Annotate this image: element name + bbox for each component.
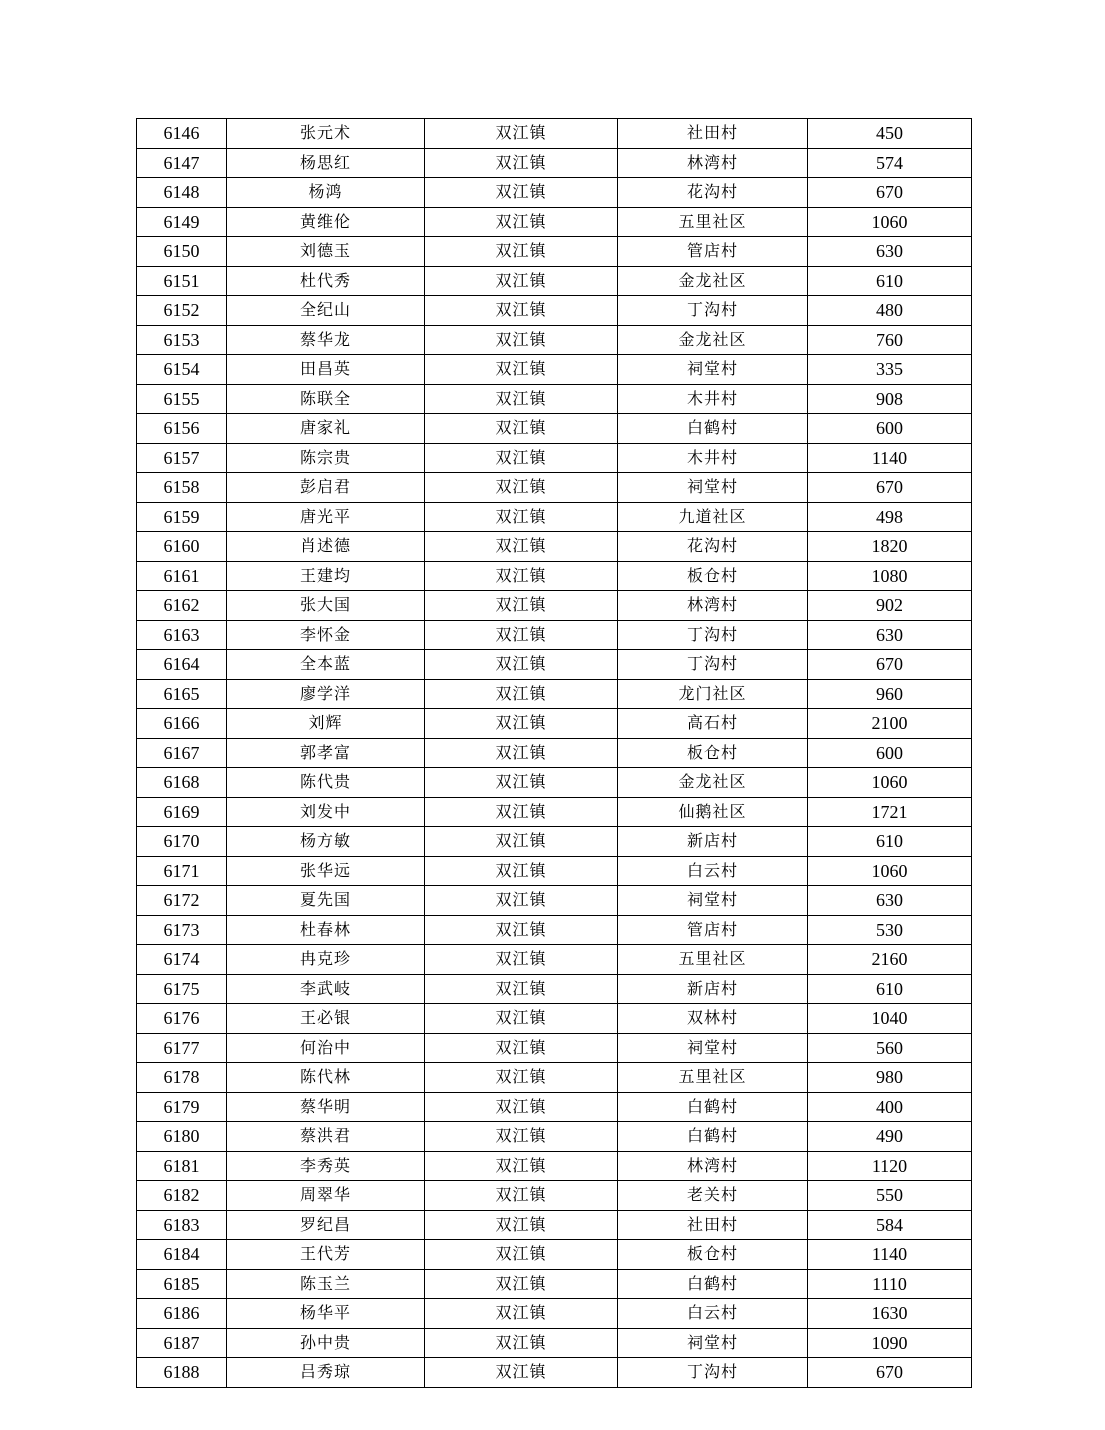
cell-town: 双江镇 bbox=[425, 1358, 618, 1388]
cell-name: 陈代林 bbox=[227, 1063, 425, 1093]
subsidy-table bbox=[136, 118, 972, 1388]
cell-amount: 550 bbox=[808, 1181, 972, 1211]
cell-amount: 670 bbox=[808, 650, 972, 680]
cell-village: 金龙社区 bbox=[618, 768, 808, 798]
table-row bbox=[137, 650, 972, 680]
cell-village: 五里社区 bbox=[618, 945, 808, 975]
cell-id: 6153 bbox=[137, 325, 227, 355]
table-row bbox=[137, 1004, 972, 1034]
table-row bbox=[137, 561, 972, 591]
cell-village: 社田村 bbox=[618, 1210, 808, 1240]
cell-village: 祠堂村 bbox=[618, 473, 808, 503]
cell-amount: 1120 bbox=[808, 1151, 972, 1181]
cell-id: 6155 bbox=[137, 384, 227, 414]
cell-name: 陈宗贵 bbox=[227, 443, 425, 473]
cell-amount: 2100 bbox=[808, 709, 972, 739]
cell-id: 6187 bbox=[137, 1328, 227, 1358]
cell-amount: 1110 bbox=[808, 1269, 972, 1299]
cell-village: 白鹤村 bbox=[618, 1092, 808, 1122]
cell-id: 6181 bbox=[137, 1151, 227, 1181]
table-row bbox=[137, 1092, 972, 1122]
cell-name: 陈联全 bbox=[227, 384, 425, 414]
cell-id: 6161 bbox=[137, 561, 227, 591]
cell-id: 6173 bbox=[137, 915, 227, 945]
cell-village: 金龙社区 bbox=[618, 266, 808, 296]
table-row bbox=[137, 1299, 972, 1329]
cell-village: 丁沟村 bbox=[618, 1358, 808, 1388]
cell-town: 双江镇 bbox=[425, 1181, 618, 1211]
cell-id: 6150 bbox=[137, 237, 227, 267]
cell-town: 双江镇 bbox=[425, 679, 618, 709]
cell-id: 6182 bbox=[137, 1181, 227, 1211]
cell-id: 6185 bbox=[137, 1269, 227, 1299]
cell-id: 6184 bbox=[137, 1240, 227, 1270]
table-row bbox=[137, 1122, 972, 1152]
cell-town: 双江镇 bbox=[425, 886, 618, 916]
cell-village: 五里社区 bbox=[618, 207, 808, 237]
cell-town: 双江镇 bbox=[425, 148, 618, 178]
cell-amount: 335 bbox=[808, 355, 972, 385]
cell-name: 陈代贵 bbox=[227, 768, 425, 798]
cell-amount: 1060 bbox=[808, 768, 972, 798]
cell-id: 6170 bbox=[137, 827, 227, 857]
cell-amount: 670 bbox=[808, 1358, 972, 1388]
cell-town: 双江镇 bbox=[425, 945, 618, 975]
table-row bbox=[137, 1181, 972, 1211]
table-row bbox=[137, 709, 972, 739]
table-row bbox=[137, 1328, 972, 1358]
cell-village: 龙门社区 bbox=[618, 679, 808, 709]
table-row bbox=[137, 1151, 972, 1181]
cell-town: 双江镇 bbox=[425, 856, 618, 886]
table-row bbox=[137, 119, 972, 149]
cell-id: 6165 bbox=[137, 679, 227, 709]
cell-name: 郭孝富 bbox=[227, 738, 425, 768]
cell-amount: 480 bbox=[808, 296, 972, 326]
cell-village: 白云村 bbox=[618, 1299, 808, 1329]
table-row bbox=[137, 384, 972, 414]
cell-town: 双江镇 bbox=[425, 325, 618, 355]
cell-amount: 760 bbox=[808, 325, 972, 355]
cell-town: 双江镇 bbox=[425, 974, 618, 1004]
cell-id: 6158 bbox=[137, 473, 227, 503]
table-row bbox=[137, 768, 972, 798]
cell-amount: 1630 bbox=[808, 1299, 972, 1329]
cell-name: 刘发中 bbox=[227, 797, 425, 827]
cell-amount: 584 bbox=[808, 1210, 972, 1240]
cell-village: 白鹤村 bbox=[618, 1122, 808, 1152]
cell-town: 双江镇 bbox=[425, 266, 618, 296]
cell-village: 板仓村 bbox=[618, 561, 808, 591]
cell-id: 6147 bbox=[137, 148, 227, 178]
cell-amount: 600 bbox=[808, 414, 972, 444]
cell-name: 黄维伦 bbox=[227, 207, 425, 237]
cell-id: 6152 bbox=[137, 296, 227, 326]
cell-village: 白云村 bbox=[618, 856, 808, 886]
cell-town: 双江镇 bbox=[425, 473, 618, 503]
cell-town: 双江镇 bbox=[425, 709, 618, 739]
cell-town: 双江镇 bbox=[425, 1328, 618, 1358]
cell-town: 双江镇 bbox=[425, 1299, 618, 1329]
cell-name: 陈玉兰 bbox=[227, 1269, 425, 1299]
cell-amount: 1721 bbox=[808, 797, 972, 827]
cell-village: 花沟村 bbox=[618, 178, 808, 208]
cell-village: 管店村 bbox=[618, 915, 808, 945]
table-row bbox=[137, 178, 972, 208]
cell-village: 双林村 bbox=[618, 1004, 808, 1034]
cell-amount: 1060 bbox=[808, 856, 972, 886]
cell-name: 杜代秀 bbox=[227, 266, 425, 296]
cell-name: 李武岐 bbox=[227, 974, 425, 1004]
cell-village: 五里社区 bbox=[618, 1063, 808, 1093]
cell-id: 6188 bbox=[137, 1358, 227, 1388]
cell-id: 6149 bbox=[137, 207, 227, 237]
cell-name: 何治中 bbox=[227, 1033, 425, 1063]
cell-name: 张大国 bbox=[227, 591, 425, 621]
cell-name: 李秀英 bbox=[227, 1151, 425, 1181]
cell-name: 田昌英 bbox=[227, 355, 425, 385]
cell-village: 木井村 bbox=[618, 443, 808, 473]
cell-name: 杨思红 bbox=[227, 148, 425, 178]
cell-amount: 1040 bbox=[808, 1004, 972, 1034]
cell-village: 白鹤村 bbox=[618, 414, 808, 444]
cell-village: 林湾村 bbox=[618, 1151, 808, 1181]
cell-town: 双江镇 bbox=[425, 620, 618, 650]
cell-town: 双江镇 bbox=[425, 414, 618, 444]
cell-id: 6148 bbox=[137, 178, 227, 208]
cell-town: 双江镇 bbox=[425, 1092, 618, 1122]
cell-amount: 574 bbox=[808, 148, 972, 178]
table-row bbox=[137, 856, 972, 886]
cell-id: 6179 bbox=[137, 1092, 227, 1122]
table-row bbox=[137, 414, 972, 444]
cell-village: 丁沟村 bbox=[618, 620, 808, 650]
cell-id: 6154 bbox=[137, 355, 227, 385]
cell-amount: 400 bbox=[808, 1092, 972, 1122]
table-row bbox=[137, 591, 972, 621]
cell-village: 管店村 bbox=[618, 237, 808, 267]
cell-amount: 1820 bbox=[808, 532, 972, 562]
table-row bbox=[137, 355, 972, 385]
cell-id: 6180 bbox=[137, 1122, 227, 1152]
cell-village: 祠堂村 bbox=[618, 1328, 808, 1358]
cell-village: 丁沟村 bbox=[618, 650, 808, 680]
cell-town: 双江镇 bbox=[425, 296, 618, 326]
cell-name: 王代芳 bbox=[227, 1240, 425, 1270]
cell-amount: 610 bbox=[808, 974, 972, 1004]
cell-village: 白鹤村 bbox=[618, 1269, 808, 1299]
cell-amount: 908 bbox=[808, 384, 972, 414]
table-row bbox=[137, 1240, 972, 1270]
cell-amount: 1140 bbox=[808, 443, 972, 473]
cell-name: 蔡洪君 bbox=[227, 1122, 425, 1152]
table-row bbox=[137, 1033, 972, 1063]
table-row bbox=[137, 1269, 972, 1299]
cell-village: 仙鹅社区 bbox=[618, 797, 808, 827]
cell-name: 廖学洋 bbox=[227, 679, 425, 709]
cell-amount: 498 bbox=[808, 502, 972, 532]
cell-amount: 630 bbox=[808, 620, 972, 650]
cell-id: 6183 bbox=[137, 1210, 227, 1240]
cell-amount: 530 bbox=[808, 915, 972, 945]
cell-name: 杜春林 bbox=[227, 915, 425, 945]
cell-village: 祠堂村 bbox=[618, 886, 808, 916]
cell-amount: 630 bbox=[808, 886, 972, 916]
cell-id: 6159 bbox=[137, 502, 227, 532]
cell-name: 王必银 bbox=[227, 1004, 425, 1034]
cell-id: 6168 bbox=[137, 768, 227, 798]
cell-amount: 1090 bbox=[808, 1328, 972, 1358]
cell-id: 6151 bbox=[137, 266, 227, 296]
cell-name: 唐光平 bbox=[227, 502, 425, 532]
cell-name: 杨华平 bbox=[227, 1299, 425, 1329]
cell-name: 蔡华明 bbox=[227, 1092, 425, 1122]
cell-id: 6174 bbox=[137, 945, 227, 975]
cell-town: 双江镇 bbox=[425, 915, 618, 945]
table-row bbox=[137, 266, 972, 296]
cell-village: 社田村 bbox=[618, 119, 808, 149]
cell-id: 6157 bbox=[137, 443, 227, 473]
cell-id: 6146 bbox=[137, 119, 227, 149]
cell-village: 祠堂村 bbox=[618, 355, 808, 385]
table-row bbox=[137, 1063, 972, 1093]
cell-name: 肖述德 bbox=[227, 532, 425, 562]
cell-name: 李怀金 bbox=[227, 620, 425, 650]
cell-id: 6176 bbox=[137, 1004, 227, 1034]
table-row bbox=[137, 738, 972, 768]
table-row bbox=[137, 473, 972, 503]
cell-name: 全本蓝 bbox=[227, 650, 425, 680]
table-row bbox=[137, 915, 972, 945]
cell-id: 6175 bbox=[137, 974, 227, 1004]
cell-town: 双江镇 bbox=[425, 207, 618, 237]
cell-name: 唐家礼 bbox=[227, 414, 425, 444]
cell-town: 双江镇 bbox=[425, 119, 618, 149]
cell-amount: 490 bbox=[808, 1122, 972, 1152]
cell-town: 双江镇 bbox=[425, 1063, 618, 1093]
table-row bbox=[137, 886, 972, 916]
cell-town: 双江镇 bbox=[425, 1004, 618, 1034]
cell-town: 双江镇 bbox=[425, 237, 618, 267]
cell-id: 6163 bbox=[137, 620, 227, 650]
cell-town: 双江镇 bbox=[425, 768, 618, 798]
cell-name: 周翠华 bbox=[227, 1181, 425, 1211]
cell-village: 花沟村 bbox=[618, 532, 808, 562]
cell-amount: 1060 bbox=[808, 207, 972, 237]
cell-id: 6162 bbox=[137, 591, 227, 621]
cell-amount: 1140 bbox=[808, 1240, 972, 1270]
cell-name: 冉克珍 bbox=[227, 945, 425, 975]
cell-town: 双江镇 bbox=[425, 1033, 618, 1063]
cell-village: 林湾村 bbox=[618, 148, 808, 178]
cell-town: 双江镇 bbox=[425, 738, 618, 768]
cell-village: 老关村 bbox=[618, 1181, 808, 1211]
cell-name: 蔡华龙 bbox=[227, 325, 425, 355]
cell-town: 双江镇 bbox=[425, 502, 618, 532]
cell-village: 木井村 bbox=[618, 384, 808, 414]
cell-town: 双江镇 bbox=[425, 1210, 618, 1240]
cell-amount: 610 bbox=[808, 827, 972, 857]
cell-village: 板仓村 bbox=[618, 738, 808, 768]
cell-name: 王建均 bbox=[227, 561, 425, 591]
cell-town: 双江镇 bbox=[425, 1122, 618, 1152]
cell-id: 6160 bbox=[137, 532, 227, 562]
cell-id: 6167 bbox=[137, 738, 227, 768]
cell-id: 6171 bbox=[137, 856, 227, 886]
cell-town: 双江镇 bbox=[425, 650, 618, 680]
cell-village: 林湾村 bbox=[618, 591, 808, 621]
cell-name: 刘德玉 bbox=[227, 237, 425, 267]
cell-village: 金龙社区 bbox=[618, 325, 808, 355]
cell-town: 双江镇 bbox=[425, 443, 618, 473]
table-row bbox=[137, 148, 972, 178]
cell-village: 新店村 bbox=[618, 974, 808, 1004]
table-row bbox=[137, 1358, 972, 1388]
cell-name: 孙中贵 bbox=[227, 1328, 425, 1358]
table-row bbox=[137, 974, 972, 1004]
cell-name: 吕秀琼 bbox=[227, 1358, 425, 1388]
table-body bbox=[137, 119, 972, 1388]
cell-id: 6169 bbox=[137, 797, 227, 827]
cell-town: 双江镇 bbox=[425, 1269, 618, 1299]
cell-amount: 600 bbox=[808, 738, 972, 768]
table-row bbox=[137, 620, 972, 650]
cell-amount: 670 bbox=[808, 473, 972, 503]
cell-id: 6177 bbox=[137, 1033, 227, 1063]
cell-amount: 610 bbox=[808, 266, 972, 296]
cell-id: 6156 bbox=[137, 414, 227, 444]
cell-town: 双江镇 bbox=[425, 591, 618, 621]
cell-id: 6166 bbox=[137, 709, 227, 739]
table-row bbox=[137, 1210, 972, 1240]
cell-name: 罗纪昌 bbox=[227, 1210, 425, 1240]
cell-town: 双江镇 bbox=[425, 532, 618, 562]
cell-village: 丁沟村 bbox=[618, 296, 808, 326]
cell-amount: 450 bbox=[808, 119, 972, 149]
cell-town: 双江镇 bbox=[425, 178, 618, 208]
cell-id: 6164 bbox=[137, 650, 227, 680]
table-row bbox=[137, 207, 972, 237]
cell-name: 刘辉 bbox=[227, 709, 425, 739]
table-row bbox=[137, 797, 972, 827]
table-row bbox=[137, 532, 972, 562]
table-row bbox=[137, 443, 972, 473]
table-row bbox=[137, 945, 972, 975]
table-row bbox=[137, 827, 972, 857]
cell-amount: 960 bbox=[808, 679, 972, 709]
cell-name: 张华远 bbox=[227, 856, 425, 886]
table-row bbox=[137, 679, 972, 709]
cell-name: 彭启君 bbox=[227, 473, 425, 503]
table-row bbox=[137, 325, 972, 355]
cell-village: 新店村 bbox=[618, 827, 808, 857]
cell-town: 双江镇 bbox=[425, 561, 618, 591]
cell-amount: 560 bbox=[808, 1033, 972, 1063]
cell-town: 双江镇 bbox=[425, 827, 618, 857]
cell-amount: 1080 bbox=[808, 561, 972, 591]
cell-id: 6172 bbox=[137, 886, 227, 916]
cell-amount: 902 bbox=[808, 591, 972, 621]
cell-town: 双江镇 bbox=[425, 1240, 618, 1270]
cell-name: 夏先国 bbox=[227, 886, 425, 916]
table-row bbox=[137, 296, 972, 326]
cell-id: 6186 bbox=[137, 1299, 227, 1329]
cell-town: 双江镇 bbox=[425, 797, 618, 827]
cell-village: 祠堂村 bbox=[618, 1033, 808, 1063]
cell-town: 双江镇 bbox=[425, 384, 618, 414]
cell-name: 张元术 bbox=[227, 119, 425, 149]
cell-village: 高石村 bbox=[618, 709, 808, 739]
cell-id: 6178 bbox=[137, 1063, 227, 1093]
cell-amount: 630 bbox=[808, 237, 972, 267]
cell-town: 双江镇 bbox=[425, 1151, 618, 1181]
cell-name: 杨鸿 bbox=[227, 178, 425, 208]
cell-amount: 980 bbox=[808, 1063, 972, 1093]
cell-amount: 670 bbox=[808, 178, 972, 208]
cell-town: 双江镇 bbox=[425, 355, 618, 385]
cell-name: 全纪山 bbox=[227, 296, 425, 326]
cell-name: 杨方敏 bbox=[227, 827, 425, 857]
table-row bbox=[137, 237, 972, 267]
cell-village: 板仓村 bbox=[618, 1240, 808, 1270]
table-row bbox=[137, 502, 972, 532]
cell-amount: 2160 bbox=[808, 945, 972, 975]
cell-village: 九道社区 bbox=[618, 502, 808, 532]
